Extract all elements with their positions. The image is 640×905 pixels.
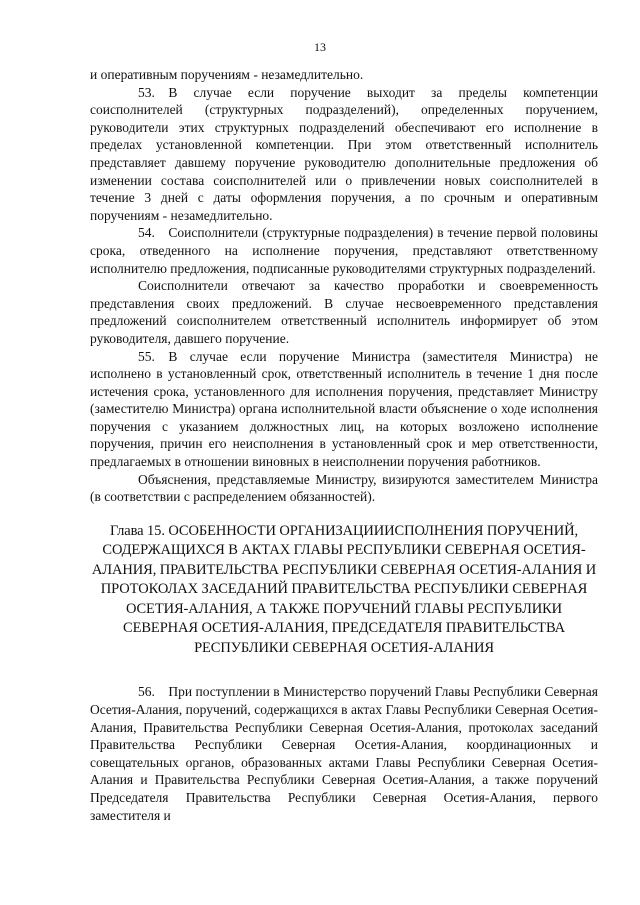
paragraph-54-cont: Соисполнители отвечают за качество проработки и своевременность представления своих предложений. В случае несвоевременного представления предложений соисполнителем ответственный исполнитель информирует об этом руководителя, давшего поручение.: [90, 278, 598, 346]
paragraph-continuation: и оперативным поручениям - незамедлительно.: [90, 67, 364, 82]
chapter-heading: Глава 15. ОСОБЕННОСТИ ОРГАНИЗАЦИИИСПОЛНЕНИЯ ПОРУЧЕНИЙ, СОДЕРЖАЩИХСЯ В АКТАХ ГЛАВЫ РЕСПУБЛИКИ СЕВЕРНАЯ ОСЕТИЯ-АЛАНИЯ, ПРАВИТЕЛЬСТВА РЕСПУБЛИКИ СЕВЕРНАЯ ОСЕТИЯ-АЛАНИЯ И ПРОТОКОЛАХ ЗАСЕДАНИЙ ПРАВИТЕЛЬСТВА РЕСПУБЛИКИ СЕВЕРНАЯ ОСЕТИЯ-АЛАНИЯ, А ТАКЖЕ ПОРУЧЕНИЙ ГЛАВЫ РЕСПУБЛИКИ СЕВЕРНАЯ ОСЕТИЯ-АЛАНИЯ, ПРЕДСЕДАТЕЛЯ ПРАВИТЕЛЬСТВА РЕСПУБЛИКИ СЕВЕРНАЯ ОСЕТИЯ-АЛАНИЯ: [91, 522, 597, 656]
section-spacer: [90, 658, 598, 683]
paragraph-53: 53. В случае если поручение выходит за пределы компетенции соисполнителей (структурных подразделений), определенных поручением, руководители этих структурных подразделений обеспечивают его исполнение в пределах установленной компетенции. При этом ответственный исполнитель представляет давшему поручение руководителю дополнительные предложения об изменении состава соисполнителей или о привлечении новых соисполнителей в течение 3 дней с даты оформления поручения, а по срочным и оперативным поручениям - незамедлительно.: [90, 84, 598, 223]
paragraph-55-cont: Объяснения, представляемые Министру, визируются заместителем Министра (в соответствии с распределением обязанностей).: [90, 471, 598, 505]
page-number: 13: [314, 40, 326, 54]
document-body: [90, 66, 598, 824]
paragraph-56: 56. При поступлении в Министерство поручений Главы Республики Северная Осетия-Алания, поручений, содержащихся в актах Главы Республики Северная Осетия-Алания, Правительства Республики Северная Осетия-Алания, протоколах заседаний Правительства Республики Северная Осетия-Алания, координационных и совещательных органов, образованных актами Главы Республики Северная Осетия-Алания и Правительства Республики Северная Осетия-Алания, а также поручений Председателя Правительства Республики Северная Осетия-Алания, первого заместителя и: [90, 684, 598, 823]
paragraph-54: 54. Соисполнители (структурные подразделения) в течение первой половины срока, отведенного на исполнение поручения, представляют ответственному исполнителю предложения, подписанные руководителями структурных подразделений.: [90, 225, 598, 276]
paragraph-55: 55. В случае если поручение Министра (заместителя Министра) не исполнено в установленный срок, ответственный исполнитель в течение 1 дня после истечения срока, установленного для исполнения поручения, представляет Министру (заместителю Министра) органа исполнительной власти объяснение о ходе исполнения поручения с указанием должностных лиц, на которых возложено исполнение поручения, причин его неисполнения в установленный срок и мер ответственности, предлагаемых в отношении виновных в неисполнении поручения работников.: [90, 348, 598, 470]
